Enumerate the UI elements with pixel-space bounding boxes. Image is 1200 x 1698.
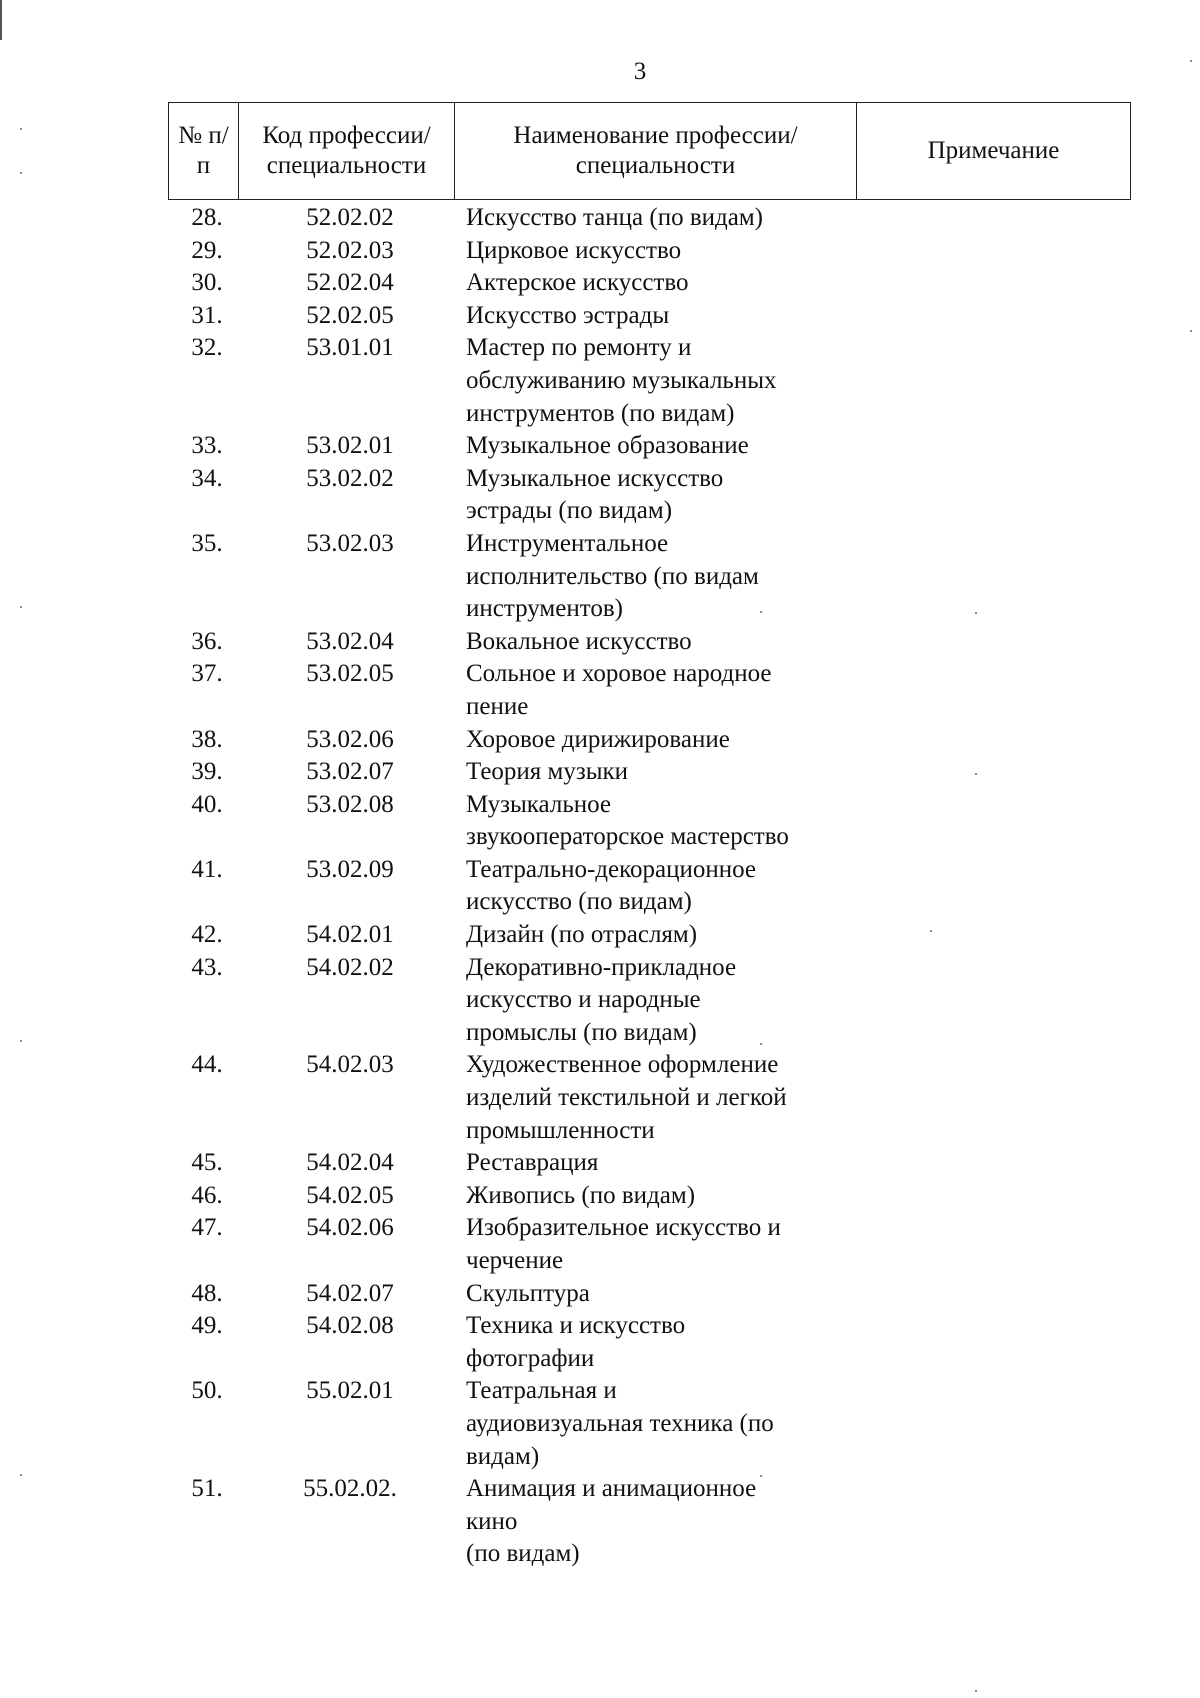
row-name [454, 658, 856, 723]
table-row [168, 1180, 1130, 1213]
row-note [856, 300, 1130, 333]
row-name [454, 919, 856, 952]
row-note [856, 658, 1130, 723]
row-note [856, 1473, 1130, 1571]
row-name [454, 1147, 856, 1180]
row-name-line: Техника и искусство [466, 1312, 686, 1340]
row-name [454, 626, 856, 659]
row-name-line: Инструментальное [466, 529, 669, 557]
row-name [454, 1278, 856, 1311]
row-name-line: промышленности [466, 1116, 655, 1144]
row-name-line: Искусство танца (по видам) [466, 204, 763, 231]
row-name-line: Живопись (по видам) [466, 1181, 696, 1209]
table-row [168, 430, 1130, 463]
row-name-line: фотографии [466, 1344, 595, 1372]
row-note [856, 1310, 1130, 1375]
row-number: 49. [191, 1312, 223, 1340]
row-name-line: Реставрация [466, 1149, 599, 1177]
row-number: 50. [191, 1377, 223, 1405]
row-note [856, 1212, 1130, 1277]
row-note [856, 235, 1130, 268]
row-number: 37. [191, 660, 223, 688]
row-note [856, 952, 1130, 1050]
row-number: 34. [191, 464, 223, 492]
row-number: 29. [191, 236, 223, 264]
row-code: 53.02.06 [306, 725, 394, 753]
row-code: 53.02.01 [306, 432, 394, 460]
row-name-line: инструментов (по видам) [466, 399, 735, 427]
row-name [454, 528, 856, 626]
row-name [454, 952, 856, 1050]
row-number: 44. [191, 1051, 223, 1079]
header-name: Наименование профессии/специальности [455, 103, 857, 200]
row-name-line: Мастер по ремонту и [466, 334, 692, 362]
row-note [856, 1049, 1130, 1147]
row-name-line: Музыкальное искусство [466, 464, 724, 492]
row-code: 54.02.08 [306, 1312, 394, 1340]
table-row [168, 332, 1130, 430]
row-code: 52.02.05 [306, 301, 394, 329]
row-name-line: Музыкальное [466, 790, 612, 818]
row-code: 54.02.01 [306, 921, 394, 949]
row-name-line: Музыкальное образование [466, 432, 749, 460]
scan-speck [975, 1690, 977, 1692]
row-note [856, 1147, 1130, 1180]
row-note [856, 626, 1130, 659]
table-row [168, 724, 1130, 757]
row-number: 35. [191, 529, 223, 557]
row-code: 53.02.02 [306, 464, 394, 492]
header-num: № п/п [169, 103, 239, 200]
table-body [168, 202, 1130, 1571]
table-row [168, 1473, 1130, 1571]
row-code: 54.02.02 [306, 953, 394, 981]
row-number: 47. [191, 1214, 223, 1242]
table-row [168, 626, 1130, 659]
table-row [168, 235, 1130, 268]
table-row [168, 1212, 1130, 1277]
row-code: 53.01.01 [306, 334, 394, 362]
row-name-line: (по видам) [466, 1540, 580, 1568]
table-header [168, 102, 1131, 200]
row-name [454, 1049, 856, 1147]
row-name-line: Изобразительное искусство и [466, 1214, 781, 1242]
header-note: Примечание [857, 103, 1131, 200]
scan-speck [1190, 330, 1192, 332]
row-note [856, 789, 1130, 854]
row-code: 54.02.06 [306, 1214, 394, 1242]
row-number: 32. [191, 334, 223, 362]
row-name-line: Театральная и [466, 1377, 617, 1405]
row-name-line: звукооператорское мастерство [466, 823, 789, 851]
table-row [168, 756, 1130, 789]
row-number: 43. [191, 953, 223, 981]
row-name-line: Анимация и анимационное [466, 1475, 757, 1503]
row-note [856, 1375, 1130, 1473]
row-name [454, 1212, 856, 1277]
row-note [856, 919, 1130, 952]
row-note [856, 854, 1130, 919]
table-row [168, 789, 1130, 854]
row-note [856, 1180, 1130, 1213]
row-name [454, 463, 856, 528]
table-row [168, 1310, 1130, 1375]
row-name-line: Скульптура [466, 1279, 590, 1307]
row-number: 40. [191, 790, 223, 818]
row-note [856, 756, 1130, 789]
row-name [454, 724, 856, 757]
row-name-line: эстрады (по видам) [466, 497, 673, 525]
table-row [168, 267, 1130, 300]
scan-speck [20, 1474, 22, 1476]
row-name-line: Художественное оформление [466, 1051, 779, 1079]
row-number: 36. [191, 627, 223, 655]
row-name-line: Театрально-декорационное [466, 855, 757, 883]
row-name-line: искусство и народные [466, 986, 701, 1014]
table-row [168, 1375, 1130, 1473]
row-note [856, 528, 1130, 626]
row-name [454, 854, 856, 919]
row-name [454, 235, 856, 268]
row-code: 52.02.02 [306, 204, 394, 231]
row-note [856, 332, 1130, 430]
row-number: 28. [191, 204, 223, 231]
row-name-line: видам) [466, 1442, 540, 1470]
row-name-line: исполнительство (по видам [466, 562, 759, 590]
row-code: 55.02.02. [303, 1475, 397, 1503]
header-code: Код профессии/ специальности [239, 103, 455, 200]
table-row [168, 1147, 1130, 1180]
table-row [168, 658, 1130, 723]
row-name [454, 202, 856, 235]
row-name-line: кино [466, 1507, 518, 1535]
row-name [454, 1375, 856, 1473]
row-code: 53.02.05 [306, 660, 394, 688]
row-code: 54.02.07 [306, 1279, 394, 1307]
row-note [856, 430, 1130, 463]
row-name-line: инструментов) [466, 595, 623, 623]
row-code: 53.02.09 [306, 855, 394, 883]
row-number: 48. [191, 1279, 223, 1307]
row-code: 54.02.03 [306, 1051, 394, 1079]
row-name [454, 789, 856, 854]
row-name-line: аудиовизуальная техника (по [466, 1409, 774, 1437]
row-name [454, 430, 856, 463]
table-row [168, 463, 1130, 528]
row-name [454, 756, 856, 789]
row-number: 42. [191, 921, 223, 949]
table-row [168, 919, 1130, 952]
row-code: 53.02.04 [306, 627, 394, 655]
row-name [454, 1473, 856, 1571]
table-row [168, 854, 1130, 919]
scan-edge-line [0, 0, 2, 40]
row-name-line: черчение [466, 1247, 564, 1274]
row-note [856, 267, 1130, 300]
row-number: 33. [191, 432, 223, 460]
row-number: 41. [191, 855, 223, 883]
scan-speck [20, 606, 22, 608]
row-number: 46. [191, 1181, 223, 1209]
row-number: 31. [191, 301, 223, 329]
row-name-line: Вокальное искусство [466, 627, 692, 655]
row-code: 55.02.01 [306, 1377, 394, 1405]
row-name-line: Искусство эстрады [466, 301, 670, 329]
table-row [168, 528, 1130, 626]
page-number: 3 [633, 58, 647, 85]
table-row [168, 202, 1130, 235]
row-name-line: обслуживанию музыкальных [466, 366, 777, 394]
row-name-line: промыслы (по видам) [466, 1018, 697, 1046]
row-name [454, 1310, 856, 1375]
row-code: 53.02.07 [306, 758, 394, 786]
row-number: 51. [191, 1475, 223, 1503]
row-code: 53.02.03 [306, 529, 394, 557]
row-number: 38. [191, 725, 223, 753]
row-note [856, 463, 1130, 528]
row-name-line: изделий текстильной и легкой [466, 1084, 787, 1112]
row-name [454, 332, 856, 430]
row-name-line: Дизайн (по отраслям) [466, 921, 698, 949]
row-code: 52.02.03 [306, 236, 394, 264]
row-code: 52.02.04 [306, 269, 394, 297]
row-code: 54.02.04 [306, 1149, 394, 1177]
row-name-line: искусство (по видам) [466, 888, 692, 916]
row-name-line: Актерское искусство [466, 269, 689, 297]
table-row [168, 1278, 1130, 1311]
row-name-line: Цирковое искусство [466, 236, 682, 264]
row-code: 54.02.05 [306, 1181, 394, 1209]
row-number: 45. [191, 1149, 223, 1177]
scan-speck [20, 172, 22, 174]
table-row [168, 1049, 1130, 1147]
row-name [454, 1180, 856, 1213]
row-name-line: Теория музыки [466, 758, 629, 786]
table-row [168, 952, 1130, 1050]
table-row [168, 300, 1130, 333]
scan-speck [20, 1040, 22, 1042]
row-note [856, 202, 1130, 235]
row-name-line: пение [466, 692, 529, 720]
row-name [454, 267, 856, 300]
row-note [856, 1278, 1130, 1311]
row-note [856, 724, 1130, 757]
row-name-line: Сольное и хоровое народное [466, 660, 772, 688]
row-number: 30. [191, 269, 223, 297]
row-name-line: Декоративно-прикладное [466, 953, 737, 981]
scan-speck [20, 128, 22, 130]
row-name [454, 300, 856, 333]
row-code: 53.02.08 [306, 790, 394, 818]
row-name-line: Хоровое дирижирование [466, 725, 730, 753]
row-number: 39. [191, 758, 223, 786]
